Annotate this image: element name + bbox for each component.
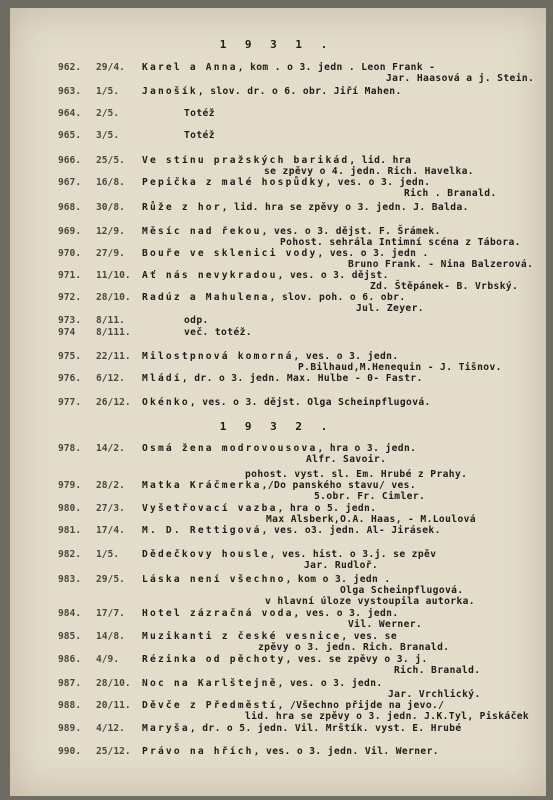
entry-number: 980.: [58, 503, 82, 514]
entry-details: , ves. se: [341, 631, 397, 642]
entry-details: več. totéž.: [184, 327, 252, 338]
entry-details: Totéž: [184, 130, 215, 141]
entry-title: Maryša: [142, 723, 190, 734]
entry-main-line: [142, 503, 376, 514]
entry-date: 28/2.: [96, 480, 125, 491]
entry-date: 25/5.: [96, 155, 125, 166]
entry-title: Okénko: [142, 397, 190, 408]
entry-title: Hotel zázračná voda: [142, 608, 294, 619]
entry-details: , ves. hist. o 3.j. se zpěv: [269, 549, 437, 560]
entry-title: Dědečkovy housle: [142, 549, 270, 560]
entry-date: 27/9.: [96, 248, 125, 259]
entry-continuation: v hlavní úloze vystoupila autorka.: [265, 596, 475, 607]
entry-continuation: Jul. Zeyer.: [356, 303, 424, 314]
entry-title: Bouře ve sklenici vody: [142, 248, 318, 259]
entry-details: , hra o 5. jedn.: [277, 503, 377, 514]
entry-title: Rézinka od pěchoty: [142, 654, 286, 665]
entry-number: 964.: [58, 108, 82, 119]
entry-title: Muzikanti z české vesnice: [142, 631, 342, 642]
year-heading-1931: 1 9 3 1 .: [219, 38, 334, 51]
entry-continuation: Pohost. sehrála Intimní scéna z Tábora.: [280, 237, 521, 248]
entry-number: 971.: [58, 270, 82, 281]
entry-date: 1/5.: [96, 549, 120, 560]
entry-continuation: 5.obr. Fr. Cimler.: [314, 491, 426, 502]
entry-date: 8/11.: [96, 315, 125, 326]
entry-title: Radúz a Mahulena: [142, 292, 270, 303]
entry-continuation: Alfr. Savoir.: [306, 454, 387, 465]
entry-date: 12/9.: [96, 226, 125, 237]
entry-date: 2/5.: [96, 108, 120, 119]
entry-main-line: [142, 202, 469, 213]
entry-main-line: [142, 654, 428, 665]
entry-title: Ve stínu pražských barikád: [142, 155, 350, 166]
entry-date: 30/8.: [96, 202, 125, 213]
entry-details: , ves. o 3. jedn.: [293, 608, 399, 619]
entry-continuation: Rich . Branald.: [404, 188, 497, 199]
entry-number: 983.: [58, 574, 82, 585]
entry-number: 969.: [58, 226, 82, 237]
entry-main-line: [142, 700, 444, 711]
entry-number: 984.: [58, 608, 82, 619]
entry-continuation: se zpěvy o 4. jedn. Rich. Havelka.: [264, 166, 474, 177]
entry-number: 967.: [58, 177, 82, 188]
entry-continuation: P.Bilhaud,M.Henequin - J. Tišnov.: [298, 362, 502, 373]
entry-title: Vyšetřovací vazba: [142, 503, 278, 514]
entry-number: 990.: [58, 746, 82, 757]
entry-number: 974: [58, 327, 76, 338]
entry-date: 14/8.: [96, 631, 125, 642]
entry-number: 975.: [58, 351, 82, 362]
entry-main-line: [142, 86, 402, 97]
entry-details: Totéž: [184, 108, 215, 119]
entry-main-line: [142, 327, 252, 338]
entry-main-line: [142, 315, 209, 326]
entry-details: , slov. dr. o 6. obr. Jiří Mahen.: [197, 86, 402, 97]
entry-number: 970.: [58, 248, 82, 259]
entry-title: Ať nás nevykradou: [142, 270, 278, 281]
entry-number: 968.: [58, 202, 82, 213]
entry-main-line: [142, 248, 429, 259]
entry-main-line: [142, 746, 439, 757]
entry-details: , ves. o 3. dějst.: [277, 270, 389, 281]
entry-number: 973.: [58, 315, 82, 326]
entry-details: , /Všechno přijde na jevo./: [277, 700, 445, 711]
entry-title: Růže z hor: [142, 202, 222, 213]
entry-date: 3/5.: [96, 130, 120, 141]
entry-date: 26/12.: [96, 397, 131, 408]
entry-main-line: [142, 270, 389, 281]
entry-title: Pepička z malé hospůdky: [142, 177, 326, 188]
entry-title: Mládí: [142, 373, 182, 384]
entry-details: , dr. o 3. jedn. Max. Hulbe - 0- Fastr.: [181, 373, 423, 384]
entry-number: 988.: [58, 700, 82, 711]
entry-date: 17/7.: [96, 608, 125, 619]
entry-date: 6/12.: [96, 373, 125, 384]
entry-date: 8/111.: [96, 327, 131, 338]
entry-date: 28/10.: [96, 292, 131, 303]
entry-main-line: [142, 130, 215, 141]
entry-main-line: [142, 443, 416, 454]
entry-title: Karel a Anna: [142, 62, 238, 73]
entry-date: 29/5.: [96, 574, 125, 585]
entry-continuation: Rich. Branald.: [394, 665, 481, 676]
entry-details: , ves. o 3. jedn .: [317, 248, 429, 259]
entry-number: 977.: [58, 397, 82, 408]
entry-date: 4/12.: [96, 723, 125, 734]
entry-continuation: zpěvy o 3. jedn. Rich. Branald.: [258, 642, 450, 653]
entry-date: 20/11.: [96, 700, 131, 711]
entry-continuation: lid. hra se zpěvy o 3. jedn. J.K.Tyl, Piskáček: [245, 711, 530, 722]
entry-details: , kom . o 3. jedn . Leon Frank -: [237, 62, 436, 73]
entry-main-line: [142, 549, 436, 560]
entry-continuation: Jar. Haasová a j. Stein.: [386, 73, 535, 84]
entry-date: 4/9.: [96, 654, 120, 665]
entry-continuation: Zd. Štěpánek- B. Vrbský.: [370, 281, 519, 292]
entry-date: 14/2.: [96, 443, 125, 454]
entry-number: 978.: [58, 443, 82, 454]
entry-main-line: [142, 678, 383, 689]
entry-details: , lid. hra: [349, 155, 412, 166]
entry-continuation: pohost. vyst. sl. Em. Hrubé z Prahy.: [245, 469, 468, 480]
entry-main-line: [142, 608, 399, 619]
entry-details: , hra o 3. jedn.: [317, 443, 417, 454]
entry-title: Janošík: [142, 86, 198, 97]
entry-details: , ves. o 3. dějst. Olga Scheinpflugová.: [189, 397, 431, 408]
entry-number: 972.: [58, 292, 82, 303]
entry-main-line: [142, 631, 397, 642]
entry-main-line: [142, 108, 215, 119]
entry-title: M. D. Rettigová: [142, 525, 262, 536]
entry-details: , ves. o 3. jedn.: [293, 351, 399, 362]
entry-number: 985.: [58, 631, 82, 642]
entry-main-line: [142, 226, 441, 237]
entry-details: , slov. poh. o 6. obr.: [269, 292, 406, 303]
entry-details: , ves. o 3. dějst. F. Šrámek.: [261, 226, 441, 237]
entry-date: 16/8.: [96, 177, 125, 188]
entry-number: 966.: [58, 155, 82, 166]
entry-main-line: [142, 155, 411, 166]
entry-main-line: [142, 397, 431, 408]
entry-details: , lid. hra se zpěvy o 3. jedn. J. Balda.: [221, 202, 469, 213]
entry-continuation: Max Alsberk,O.A. Haas, - M.Loulová: [266, 514, 476, 525]
entry-details: ,/Do panského stavu/ ves.: [261, 480, 417, 491]
entry-details: odp.: [184, 315, 209, 326]
entry-continuation: Vil. Werner.: [348, 619, 423, 630]
entry-number: 981.: [58, 525, 82, 536]
entry-number: 982.: [58, 549, 82, 560]
entry-main-line: [142, 373, 423, 384]
entry-details: , ves. se zpěvy o 3. j.: [285, 654, 428, 665]
entry-main-line: [142, 351, 399, 362]
entry-date: 1/5.: [96, 86, 120, 97]
entry-number: 965.: [58, 130, 82, 141]
entry-details: , ves. o3. jedn. Al- Jirásek.: [261, 525, 441, 536]
entry-details: , kom o 3. jedn .: [285, 574, 391, 585]
entry-main-line: [142, 723, 462, 734]
entry-main-line: [142, 525, 441, 536]
entry-number: 979.: [58, 480, 82, 491]
entry-date: 25/12.: [96, 746, 131, 757]
entry-date: 28/10.: [96, 678, 131, 689]
entry-title: Láska není všechno: [142, 574, 286, 585]
entry-title: Děvče z Předměstí: [142, 700, 278, 711]
entry-main-line: [142, 292, 406, 303]
entry-continuation: Bruno Frank. - Nina Balzerová.: [348, 259, 534, 270]
entry-details: , dr. o 5. jedn. Vil. Mrštík. vyst. E. Hrubé: [189, 723, 462, 734]
entry-number: 986.: [58, 654, 82, 665]
entry-date: 29/4.: [96, 62, 125, 73]
entry-date: 27/3.: [96, 503, 125, 514]
entry-number: 962.: [58, 62, 82, 73]
entry-title: Noc na Karlštejně: [142, 678, 278, 689]
entry-title: Milostpnová komorná: [142, 351, 294, 362]
entry-date: 11/10.: [96, 270, 131, 281]
entry-main-line: [142, 62, 435, 73]
entry-title: Právo na hřích: [142, 746, 254, 757]
year-heading-1932: 1 9 3 2 .: [219, 420, 334, 433]
entry-main-line: [142, 574, 391, 585]
entry-main-line: [142, 480, 416, 491]
entry-number: 989.: [58, 723, 82, 734]
entry-title: Měsíc nad řekou: [142, 226, 262, 237]
entry-continuation: Jar. Vrchlický.: [388, 689, 481, 700]
entry-details: , ves. o 3. jedn.: [277, 678, 383, 689]
entry-date: 17/4.: [96, 525, 125, 536]
entry-details: , ves. o 3. jedn.: [325, 177, 431, 188]
entry-details: , ves. o 3. jedn. Vil. Werner.: [253, 746, 439, 757]
entry-title: Osmá žena modrovousova: [142, 443, 318, 454]
entry-date: 22/11.: [96, 351, 131, 362]
entry-title: Matka Kráčmerka: [142, 480, 262, 491]
entry-number: 976.: [58, 373, 82, 384]
entry-main-line: [142, 177, 430, 188]
entry-number: 987.: [58, 678, 82, 689]
entry-number: 963.: [58, 86, 82, 97]
entry-continuation: Olga Scheinpflugová.: [340, 585, 464, 596]
entry-continuation: Jar. Rudloř.: [304, 560, 379, 571]
